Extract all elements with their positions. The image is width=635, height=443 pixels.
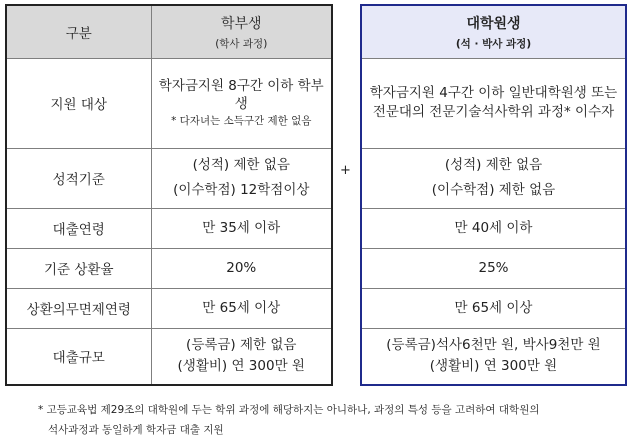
grade-line1: (성적) 제한 없음 [444, 157, 543, 174]
table-row [6, 208, 332, 248]
header-row [361, 5, 626, 58]
undergrad-exemption: 만 65세 이상 [151, 288, 332, 328]
graduate-age: 만 40세 이하 [361, 208, 626, 248]
table-row [6, 248, 332, 288]
graduate-title: 대학원생 [466, 15, 521, 32]
graduate-subtitle: (석 · 박사 과정) [455, 37, 532, 50]
grade-line2: (이수학점) 12학점이상 [173, 182, 310, 198]
amount-line2: (생활비) 연 300만 원 [429, 358, 558, 375]
table-row [6, 328, 332, 385]
row-label-amount: 대출규모 [6, 328, 151, 385]
undergrad-title: 학부생 [220, 15, 262, 32]
undergrad-table [5, 4, 333, 386]
plus-sign: + [340, 163, 351, 178]
row-label-age: 대출연령 [6, 208, 151, 248]
table-row [361, 328, 626, 385]
table-row [361, 58, 626, 148]
graduate-exemption: 만 65세 이상 [361, 288, 626, 328]
undergrad-grade [151, 148, 332, 208]
amount-line2: (생활비) 연 300만 원 [177, 358, 305, 375]
table-row [6, 58, 332, 148]
table-row [361, 208, 626, 248]
undergrad-eligibility [151, 58, 332, 148]
eligibility-note: * 다자녀는 소득구간 제한 없음 [171, 115, 312, 128]
graduate-table [360, 4, 627, 386]
undergrad-age: 만 35세 이하 [151, 208, 332, 248]
amount-line1: (등록금)석사6천만 원, 박사9천만 원 [386, 337, 601, 354]
footnote-line1: * 고등교육법 제29조의 대학원에 두는 학위 과정에 해당하지는 아니하나, 과정의 특성 등을 고려하여 대학원의 [38, 404, 540, 416]
row-label-rate: 기준 상환율 [6, 248, 151, 288]
grade-line1: (성적) 제한 없음 [192, 157, 290, 174]
graduate-amount [361, 328, 626, 385]
graduate-rate: 25% [361, 248, 626, 288]
graduate-header [361, 5, 626, 58]
table-row [6, 148, 332, 208]
row-label-eligibility: 지원 대상 [6, 58, 151, 148]
undergrad-header [151, 5, 332, 58]
table-row [361, 148, 626, 208]
undergrad-subtitle: (학사 과정) [215, 37, 268, 50]
row-label-grade: 성적기준 [6, 148, 151, 208]
eligibility-text: 학자금지원 8구간 이하 학부생 [158, 77, 324, 113]
row-label-exemption: 상환의무면제연령 [6, 288, 151, 328]
undergrad-amount [151, 328, 332, 385]
header-row [6, 5, 332, 58]
footnote-line2: 석사과정과 동일하게 학자금 대출 지원 [48, 424, 224, 436]
graduate-eligibility: 학자금지원 4구간 이하 일반대학원생 또는 전문대의 전문기술석사학위 과정* 이수자 [361, 58, 626, 148]
category-header: 구분 [6, 5, 151, 58]
table-row [361, 288, 626, 328]
graduate-grade [361, 148, 626, 208]
table-row [6, 288, 332, 328]
grade-line2: (이수학점) 제한 없음 [431, 182, 556, 198]
amount-line1: (등록금) 제한 없음 [186, 337, 297, 354]
undergrad-rate: 20% [151, 248, 332, 288]
table-row [361, 248, 626, 288]
